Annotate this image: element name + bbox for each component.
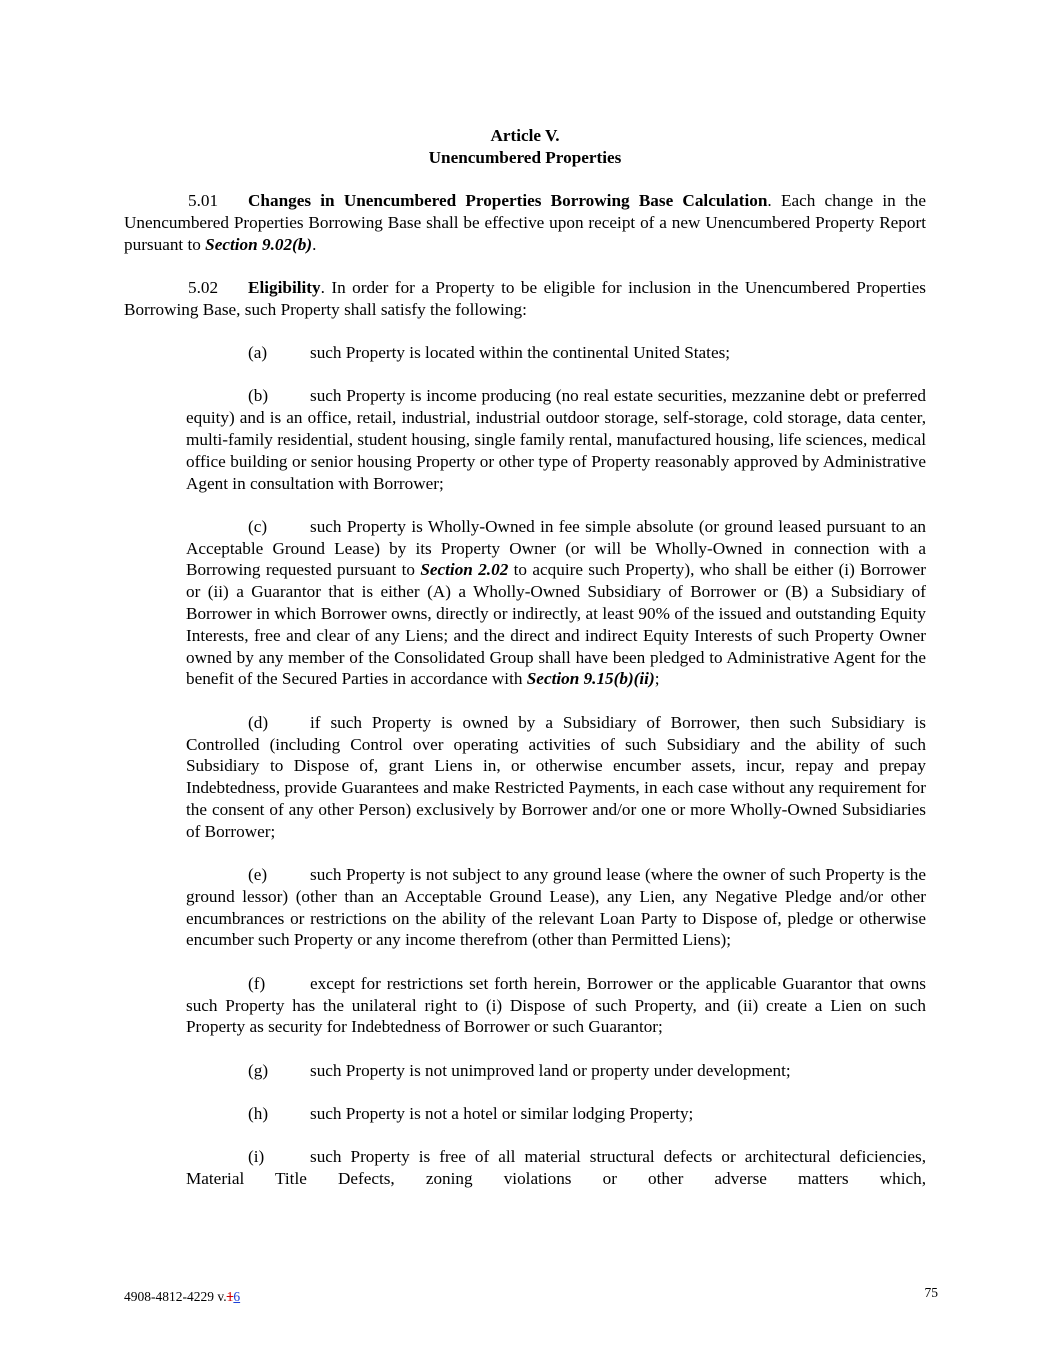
list-item-e: (e) such Property is not subject to any ground lease (where the owner of such Property is the ground lessor) (other than an Acceptable Ground Lease), any Lien, any Negative Pledge and/or other encumbrances or restrictions on the ability of the relevant Loan Party to Dispose of, pledge or otherwise encumber such Property or any income therefrom (other than Permitted Liens); (186, 865, 926, 950)
page-number: 75 (924, 1285, 938, 1300)
section-number: 5.02 (188, 277, 219, 297)
item-label: (g) (248, 1060, 269, 1080)
list-item-d: (d) if such Property is owned by a Subsidiary of Borrower, then such Subsidiary is Controlled (including Control over operating activities of such Subsidiary and the ability of such Subsidiary to Dispose of, grant Liens in, or otherwise encumber assets, incur, repay and prepay Indebtedness, provide Guarantees and make Restricted Payments, in each case without any requirement for the consent of any other Person) exclusively by Borrower and/or one or more Wholly-Owned Subsidiaries of Borrower; (186, 712, 926, 841)
document-page (124, 125, 926, 1207)
item-label: (c) (248, 516, 268, 536)
list-item-b: (b) such Property is income producing (no real estate securities, mezzanine debt or preferred equity) and is an office, retail, industrial, industrial outdoor storage, self-storage, cold storage, data center, multi-family residential, student housing, single family rental, manufactured housing, life sciences, medical office building or senior housing Property or other type of Property reasonably approved by Administrative Agent in consultation with Borrower; (186, 386, 926, 493)
article-heading: Article V. (490, 126, 560, 145)
deleted-version: 1 (226, 1289, 234, 1304)
item-label: (d) (248, 712, 269, 732)
section-reference: Section 9.15(b)(ii) (526, 669, 655, 689)
section-reference: Section 2.02 (420, 560, 509, 580)
list-item-f: (f) except for restrictions set forth herein, Borrower or the applicable Guarantor that owns such Property has the unilateral right to (i) Dispose of such Property, and (ii) create a Lien on such Property as security for Indebtedness of Borrower or such Guarantor; (186, 973, 926, 1037)
list-item-h: (h) such Property is not a hotel or similar lodging Property; (248, 1103, 694, 1123)
section-reference: Section 9.02(b) (205, 234, 313, 254)
section-number: 5.01 (188, 191, 219, 211)
list-item-c: (c) such Property is Wholly-Owned in fee simple absolute (or ground leased pursuant to an Acceptable Ground Lease) by its Property Owner (or will be Wholly-Owned in connection with a Borrowing requested pursuant to Section 2.02 to acquire such Property), who shall be either (i) Borrower or (ii) a Guarantor that is either (A) a Wholly-Owned Subsidiary of Borrower or (B) a Subsidiary of Borrower in which Borrower owns, directly or indirectly, at least 90% of the issued and outstanding Equity Interests, free and clear of any Liens; and the direct and indirect Equity Interests of such Property Owner owned by any member of the Consolidated Group shall have been pledged to Administrative Agent for the benefit of the Secured Parties in accordance with Section 9.15(b)(ii); (186, 516, 927, 689)
section-title: Eligibility (248, 277, 321, 297)
item-label: (i) (248, 1147, 265, 1167)
item-label: (h) (248, 1103, 269, 1123)
item-label: (e) (248, 865, 268, 885)
section-title: Changes in Unencumbered Properties Borrowing Base Calculation (248, 191, 768, 211)
item-label: (b) (248, 386, 269, 406)
list-item-a: (a) such Property is located within the continental United States; (248, 343, 731, 363)
item-label: (a) (248, 343, 268, 363)
section-5-01: 5.01 Changes in Unencumbered Properties Borrowing Base Calculation. Each change in the Unencumbered Properties Borrowing Base shall be effective upon receipt of a new Unencumbered Property Report pursuant to Section 9.02(b). (124, 191, 926, 254)
article-subheading: Unencumbered Properties (428, 147, 622, 167)
inserted-version: 6 (233, 1289, 241, 1304)
list-item-i: (i) such Property is free of all material structural defects or architectural deficiencies, Material Title Defects, zoning violations or other adverse matters which, (186, 1147, 926, 1188)
item-label: (f) (248, 973, 266, 993)
section-5-02: 5.02 Eligibility. In order for a Property to be eligible for inclusion in the Unencumbered Properties Borrowing Base, such Property shall satisfy the following: (124, 277, 926, 319)
list-item-g: (g) such Property is not unimproved land or property under development; (248, 1060, 791, 1080)
document-id: 4908-4812-4229 v.16 (124, 1289, 241, 1304)
